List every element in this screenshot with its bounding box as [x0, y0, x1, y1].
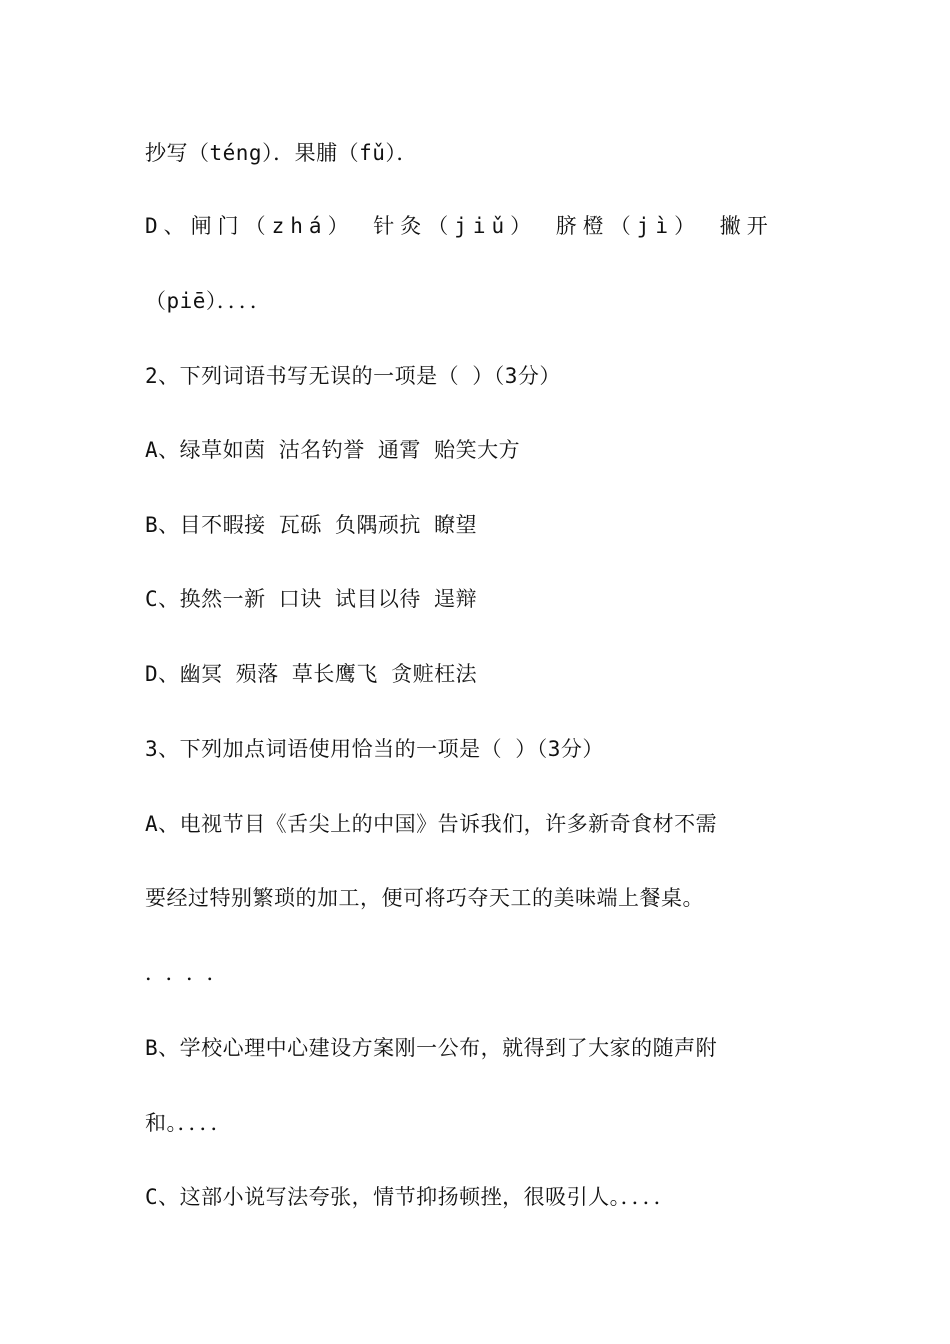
- text-line-1: 抄写（téng）．果脯（fǔ）．: [145, 141, 418, 165]
- option-3a-line-2: 要经过特别繁琐的加工，便可将巧夺天工的美味端上餐桌。: [145, 886, 704, 910]
- option-2b: B、目不暇接 瓦砾 负隅顽抗 瞭望: [145, 513, 478, 537]
- option-2c: C、换然一新 口诀 试目以待 逞辩: [145, 587, 478, 611]
- question-2-title: 2、下列词语书写无误的一项是（ ）（3分）: [145, 364, 561, 388]
- option-3a-line-1: A、电视节目《舌尖上的中国》告诉我们，许多新奇食材不需: [145, 812, 718, 836]
- option-3b-line-2: 和。．．．．: [145, 1111, 232, 1135]
- text-line-3: （piē）．．．．: [145, 289, 272, 313]
- question-3-title: 3、下列加点词语使用恰当的一项是（ ）（3分）: [145, 737, 604, 761]
- option-3c: C、这部小说写法夸张，情节抑扬顿挫，很吸引人。．．．．: [145, 1185, 676, 1209]
- option-2d: D、幽冥 殒落 草长鹰飞 贪赃枉法: [145, 662, 478, 686]
- option-3b-line-1: B、学校心理中心建设方案刚一公布，就得到了大家的随声附: [145, 1036, 718, 1060]
- text-line-2: D、闸门（zhá） 针灸（jiǔ） 脐橙（jì） 撇开: [145, 214, 774, 238]
- option-3a-emphasis-dots: ．．．．: [145, 961, 238, 985]
- option-2a: A、绿草如茵 沽名钓誉 通霄 贻笑大方: [145, 438, 521, 462]
